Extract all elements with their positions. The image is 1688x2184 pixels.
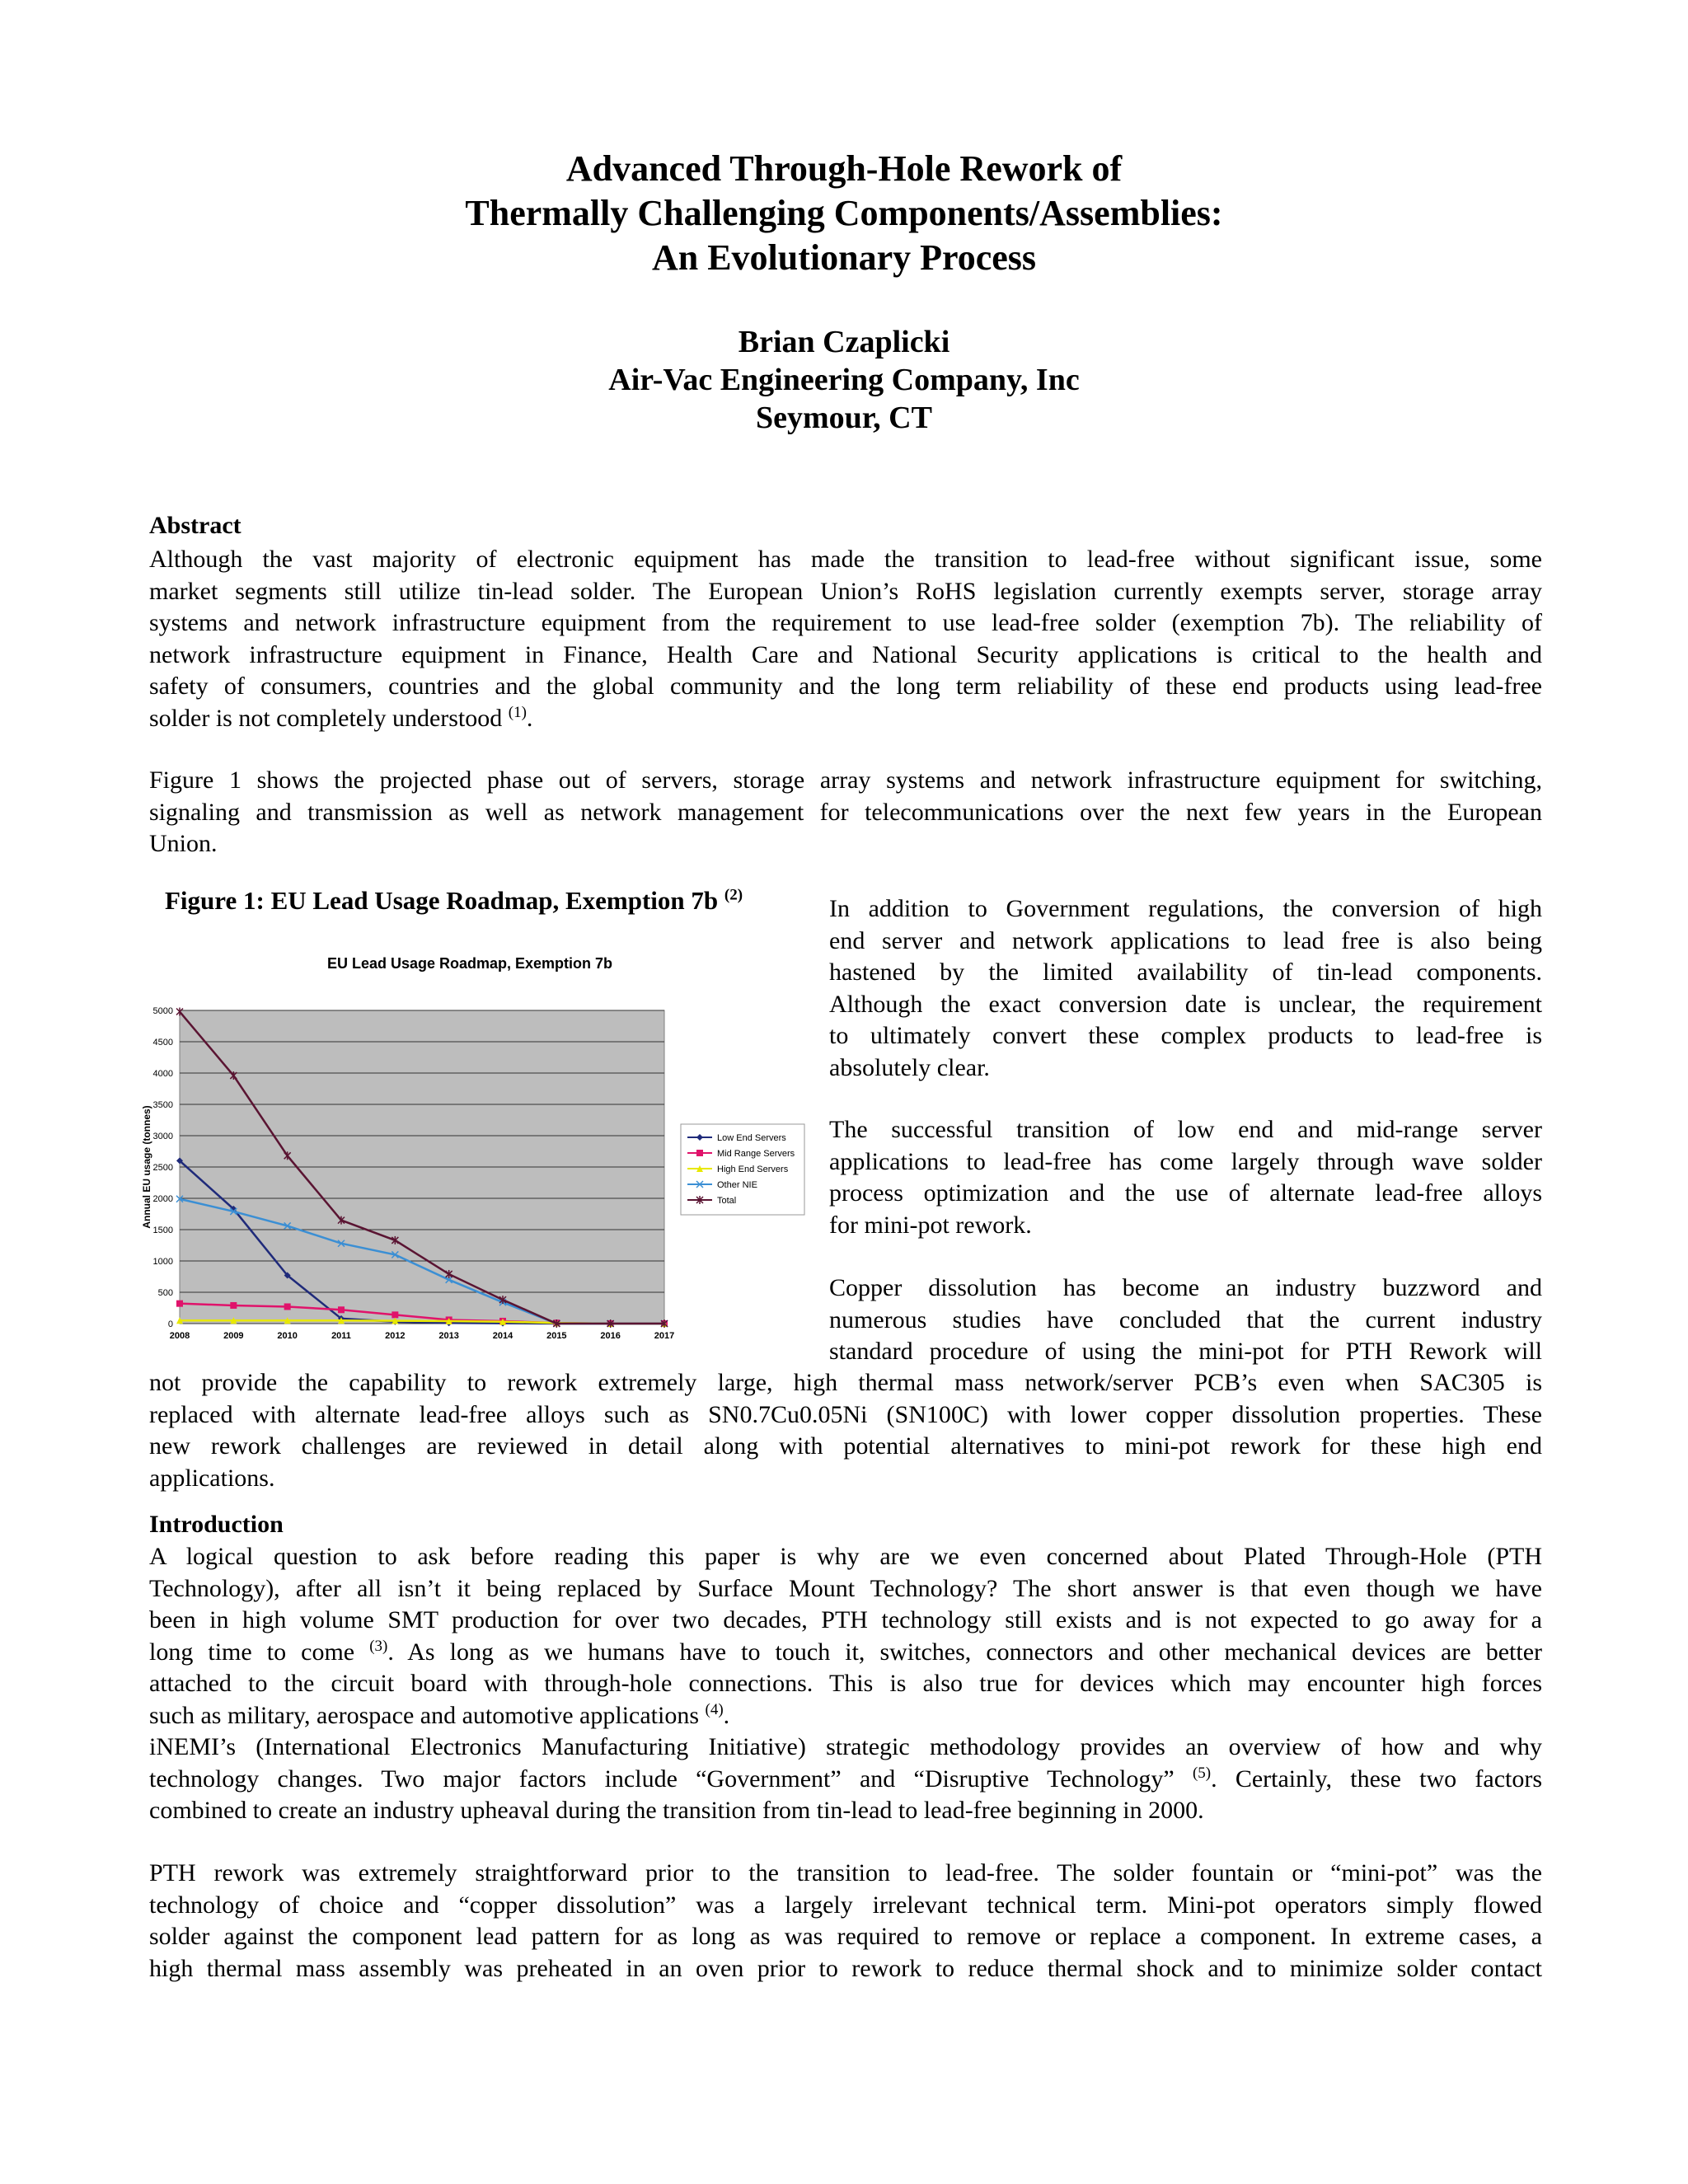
introduction-heading: Introduction <box>149 1511 284 1538</box>
legend-label: Low End Servers <box>717 1133 786 1143</box>
lead-usage-chart <box>140 948 816 1352</box>
data-point-square <box>696 1150 703 1156</box>
text-line: absolutely clear. <box>829 1053 990 1081</box>
text-segment: . Certainly, these two factors <box>1211 1765 1543 1793</box>
text-line: end server and network applications to lead free is also being <box>829 926 1542 954</box>
legend-label: Other NIE <box>717 1180 757 1190</box>
text-line: solder is not completely understood $^{(1)}$. <box>149 703 533 732</box>
y-tick-label: 1000 <box>152 1257 173 1267</box>
text-line: PTH rework was extremely straightforward prior to the transition to lead-free. The solder fountain or “mini-pot” was the <box>149 1859 1542 1886</box>
y-tick-label: 0 <box>167 1319 173 1329</box>
text-line: Although the exact conversion date is unclear, the requirement <box>829 990 1542 1018</box>
text-line: new rework challenges are reviewed in detail along with potential alternatives to mini-pot rework for these high end <box>149 1432 1542 1460</box>
text-segment: long time to come <box>149 1638 355 1666</box>
text-line: numerous studies have concluded that the current industry <box>829 1305 1542 1333</box>
paper-title <box>0 147 1688 280</box>
citation-ref: (2) <box>724 886 743 904</box>
y-tick-label: 2500 <box>152 1163 173 1173</box>
text-line: Although the vast majority of electronic equipment has made the transition to lead-free without significant issue, some <box>149 546 1542 573</box>
abstract-paragraph-3 <box>149 1367 1542 1494</box>
figure-chart <box>140 948 816 1352</box>
x-tick-label: 2011 <box>331 1331 351 1341</box>
y-tick-label: 2000 <box>152 1194 173 1204</box>
x-tick-label: 2016 <box>600 1331 621 1341</box>
y-tick-label: 3500 <box>152 1100 173 1110</box>
text-segment: technology changes. Two major factors include “Government” and “Disruptive Technology” <box>149 1765 1175 1793</box>
introduction-paragraph-2 <box>149 1732 1542 1827</box>
text-line <box>149 1637 1542 1669</box>
y-axis-ticks <box>153 1006 173 1329</box>
legend-label: Mid Range Servers <box>717 1149 795 1159</box>
y-tick-label: 1500 <box>152 1226 173 1235</box>
text-line: been in high volume SMT production for over two decades, PTH technology still exists and is not expected to go away for a <box>149 1606 1542 1633</box>
x-tick-label: 2008 <box>169 1331 190 1341</box>
y-tick-label: 5000 <box>152 1006 173 1016</box>
text-line: standard procedure of using the mini-pot for PTH Rework will <box>829 1338 1542 1365</box>
text-line: applications to lead-free has come largely through wave solder <box>829 1147 1542 1175</box>
right-column-paragraph-1 <box>829 893 1542 1084</box>
text-line: systems and network infrastructure equipment from the requirement to use lead-free solder (exemption 7b). The reliability of <box>149 609 1542 636</box>
y-tick-label: 4500 <box>152 1038 173 1047</box>
text-line: such as military, aerospace and automotive applications $^{(4)}$. <box>149 1700 730 1729</box>
text-line: Figure 1 shows the projected phase out of servers, storage array systems and network infrastructure equipment for switching, <box>149 766 1542 794</box>
text-line: signaling and transmission as well as network management for telecommunications over the next few years in the European <box>149 798 1542 826</box>
data-point-square <box>392 1311 398 1318</box>
introduction-paragraph-1 <box>149 1541 1542 1732</box>
author-location: Seymour, CT <box>756 401 932 435</box>
text-line: not provide the capability to rework extremely large, high thermal mass network/server PCB’s even when SAC305 is <box>149 1369 1542 1396</box>
figure-caption-text: Figure 1: EU Lead Usage Roadmap, Exemption 7b <box>165 886 719 915</box>
x-axis-ticks <box>170 1331 674 1341</box>
text-line: applications. <box>149 1464 275 1492</box>
x-tick-label: 2014 <box>492 1331 513 1341</box>
text-line: replaced with alternate lead-free alloys such as SN0.7Cu0.05Ni (SN100C) with lower copper dissolution properties. These <box>149 1400 1542 1428</box>
x-tick-label: 2009 <box>223 1331 244 1341</box>
text-line: Copper dissolution has become an industry buzzword and <box>829 1274 1542 1301</box>
y-tick-label: 500 <box>157 1288 173 1298</box>
right-column-paragraph-2 <box>829 1114 1542 1241</box>
legend-label: High End Servers <box>717 1165 789 1174</box>
right-column-paragraph-3 <box>829 1272 1542 1368</box>
author-name: Brian Czaplicki <box>738 325 950 359</box>
title-line-2: Thermally Challenging Components/Assemblies: <box>465 193 1223 233</box>
chart-title: EU Lead Usage Roadmap, Exemption 7b <box>326 955 613 972</box>
citation-ref: (4) <box>705 1700 724 1718</box>
text-line: A logical question to ask before reading this paper is why are we even concerned about Plated Through-Hole (PTH <box>149 1543 1542 1570</box>
y-axis-label: Annual EU usage (tonnes) <box>141 1105 152 1229</box>
data-point-square <box>230 1302 237 1309</box>
text-segment: solder is not completely understood <box>149 704 503 732</box>
abstract-paragraph-2 <box>149 765 1542 860</box>
abstract-paragraph-1 <box>149 544 1542 734</box>
text-line: In addition to Government regulations, the conversion of high <box>829 895 1542 922</box>
author-block <box>0 323 1688 437</box>
text-line: Union. <box>149 830 218 857</box>
text-line: to ultimately convert these complex products to lead-free is <box>829 1022 1542 1049</box>
abstract-heading: Abstract <box>149 512 241 539</box>
text-line: Technology), after all isn’t it being replaced by Surface Mount Technology? The short answer is that even though we have <box>149 1574 1542 1602</box>
text-line: market segments still utilize tin-lead solder. The European Union’s RoHS legislation currently exempts server, storage array <box>149 577 1542 605</box>
text-line: network infrastructure equipment in Finance, Health Care and National Security applications is critical to the health and <box>149 640 1542 668</box>
text-line: process optimization and the use of alternate lead-free alloys <box>829 1179 1542 1207</box>
legend-label: Total <box>717 1196 737 1206</box>
citation-ref: (3) <box>369 1637 388 1655</box>
text-line: attached to the circuit board with through-hole connections. This is also true for devices which may encounter high forces <box>149 1670 1542 1697</box>
text-line: iNEMI’s (International Electronics Manufacturing Initiative) strategic methodology provides an overview of how and why <box>149 1733 1542 1760</box>
citation-ref: (1) <box>508 703 527 721</box>
data-point-square <box>284 1303 291 1310</box>
x-tick-label: 2013 <box>438 1331 459 1341</box>
citation-ref: (5) <box>1192 1764 1212 1782</box>
y-tick-label: 3000 <box>152 1132 173 1141</box>
text-line: for mini-pot rework. <box>829 1211 1032 1239</box>
text-line: combined to create an industry upheaval during the transition from tin-lead to lead-free beginning in 2000. <box>149 1797 1204 1824</box>
y-tick-label: 4000 <box>152 1069 173 1079</box>
text-line: solder against the component lead pattern for as long as was required to remove or replace a component. In extreme cases, a <box>149 1923 1542 1950</box>
title-line-1: Advanced Through-Hole Rework of <box>565 148 1123 189</box>
data-point-square <box>176 1301 183 1307</box>
title-line-3: An Evolutionary Process <box>651 237 1037 278</box>
x-tick-label: 2015 <box>546 1331 567 1341</box>
text-line: hastened by the limited availability of tin-lead components. <box>829 958 1542 986</box>
text-segment: . As long as we humans have to touch it, switches, connectors and other mechanical devices are better <box>387 1638 1542 1666</box>
x-tick-label: 2010 <box>277 1331 298 1341</box>
text-line: safety of consumers, countries and the global community and the long term reliability of these end products using lead-free <box>149 673 1542 700</box>
text-line <box>149 1764 1542 1796</box>
introduction-paragraph-3 <box>149 1858 1542 1985</box>
data-point-square <box>338 1306 345 1313</box>
author-company: Air-Vac Engineering Company, Inc <box>608 363 1080 397</box>
figure-caption <box>165 885 743 916</box>
text-line: The successful transition of low end and mid-range server <box>829 1116 1542 1143</box>
text-line: technology of choice and “copper dissolution” was a largely irrelevant technical term. Mini-pot operators simply flowed <box>149 1891 1542 1919</box>
x-tick-label: 2012 <box>385 1331 406 1341</box>
text-segment: such as military, aerospace and automotive applications <box>149 1701 700 1729</box>
x-tick-label: 2017 <box>654 1331 675 1341</box>
text-line: high thermal mass assembly was preheated in an oven prior to rework to reduce thermal shock and to minimize solder contact <box>149 1954 1542 1982</box>
